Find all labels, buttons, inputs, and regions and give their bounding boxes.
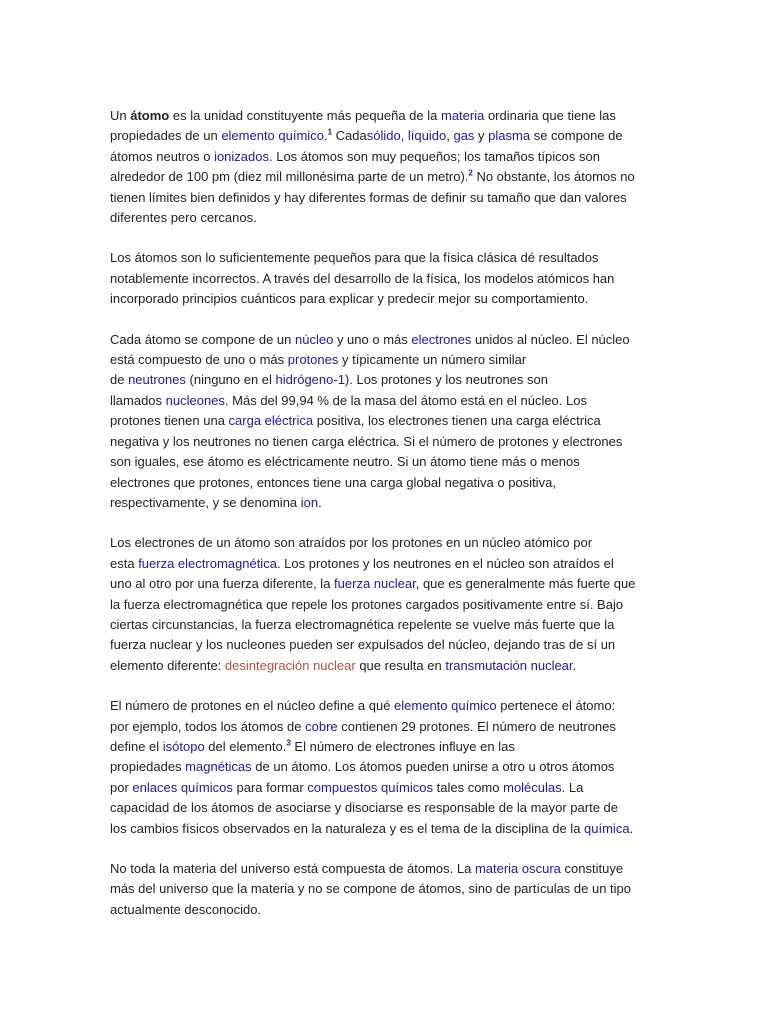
link-ion[interactable]: ion — [300, 494, 319, 510]
footnote-ref[interactable]: 1 — [327, 128, 333, 138]
text: Cada — [332, 128, 367, 144]
text: los cambios físicos observados en la naturaleza y es el tema de la disciplina de la — [110, 820, 585, 836]
link-compuestos-quimicos[interactable]: compuestos químicos — [307, 779, 434, 795]
text-line — [110, 147, 662, 167]
text-line — [110, 757, 662, 777]
text: alrededor de 100 pm (diez mil millonésima parte de un metro). — [110, 169, 469, 185]
text: ordinaria que tiene las — [484, 108, 616, 123]
link-ionizados[interactable]: ionizados — [214, 148, 269, 164]
link-liquido[interactable]: líquido — [407, 128, 447, 144]
text: El número de protones en el núcleo define a qué — [110, 698, 395, 714]
text: , — [400, 128, 408, 144]
text: llamados — [110, 392, 166, 408]
text-line — [110, 126, 662, 146]
text: se compone de — [530, 128, 623, 144]
text: pertenece el átomo: — [496, 698, 616, 714]
text: . Los protones y los neutrones en el núcleo son atraídos el — [276, 555, 614, 571]
text: para formar — [232, 779, 308, 795]
text: de un átomo. Los átomos pueden unirse a otro u otros átomos — [251, 759, 615, 775]
link-materia[interactable]: materia — [440, 108, 485, 123]
text: . Más del 99,94 % de la masa del átomo está en el núcleo. Los — [224, 392, 587, 408]
text: ). Los protones y los neutrones son — [344, 372, 548, 388]
link-magneticas[interactable]: magnéticas — [185, 759, 252, 775]
text-line — [110, 859, 662, 879]
paragraph — [110, 330, 662, 514]
text: respectivamente, y se denomina — [110, 494, 301, 510]
text: El número de electrones influye en las — [290, 738, 515, 754]
paragraph — [110, 533, 662, 676]
text: protones tienen una — [110, 413, 229, 429]
text-line — [110, 411, 662, 431]
text-line — [110, 554, 662, 574]
text-line: negativa y los neutrones no tienen carga eléctrica. Si el número de protones y electrones — [110, 433, 623, 449]
text-line — [110, 737, 662, 757]
text: propiedades de un — [110, 128, 222, 144]
text-line: tienen límites bien definidos y hay diferentes formas de definir su tamaño que dan valores — [110, 189, 627, 205]
text-line: Los electrones de un átomo son atraídos por los protones en un núcleo atómico por — [110, 535, 593, 551]
link-protones[interactable]: protones — [287, 352, 339, 368]
term-bold: átomo — [130, 108, 170, 123]
text-line: la fuerza electromagnética que repele los protones cargados positivamente entre sí. Bajo — [110, 596, 624, 612]
paragraph — [110, 696, 662, 839]
text: constituye — [560, 861, 624, 876]
text: por — [110, 779, 133, 795]
text: y — [474, 128, 489, 144]
link-fuerza-nuclear[interactable]: fuerza nuclear — [334, 576, 416, 592]
text: contienen 29 protones. El número de neutrones — [337, 718, 616, 734]
link-nucleo[interactable]: núcleo — [295, 331, 334, 347]
text-line: son iguales, ese átomo es eléctricamente neutro. Si un átomo tiene más o menos — [110, 454, 580, 470]
text-line — [110, 717, 662, 737]
text-line — [110, 778, 662, 798]
paragraph — [110, 859, 662, 920]
text-line — [110, 696, 662, 716]
text-line: capacidad de los átomos de asociarse y disociarse es responsable de la mayor parte de — [110, 800, 619, 816]
text: , que es generalmente más fuerte que — [415, 576, 636, 592]
text: del elemento. — [204, 738, 287, 754]
link-cobre[interactable]: cobre — [305, 718, 338, 734]
text: No toda la materia del universo está compuesta de átomos. La — [110, 861, 475, 876]
link-solido[interactable]: sólido — [366, 128, 401, 144]
link-neutrones[interactable]: neutrones — [128, 372, 186, 388]
link-electrones[interactable]: electrones — [411, 331, 472, 347]
text-line: Los átomos son lo suficientemente pequeños para que la física clásica dé resultados — [110, 250, 599, 266]
text-line: notablemente incorrectos. A través del desarrollo de la física, los modelos atómicos han — [110, 270, 615, 286]
link-nucleones[interactable]: nucleones — [165, 392, 225, 408]
text-line — [110, 819, 662, 839]
text: , — [446, 128, 454, 144]
text: . — [629, 820, 634, 836]
text-line: más del universo que la materia y no se compone de átomos, sino de partículas de un tipo — [110, 881, 632, 897]
text: Un — [110, 108, 131, 123]
text: propiedades — [110, 759, 186, 775]
text: uno al otro por una fuerza diferente, la — [110, 576, 335, 592]
text-line: actualmente desconocido. — [110, 901, 262, 917]
text-line — [110, 350, 662, 370]
text: . La — [561, 779, 584, 795]
footnote-ref[interactable]: 2 — [468, 168, 473, 178]
text: es la unidad constituyente más pequeña de la — [169, 108, 441, 123]
paragraph — [110, 106, 662, 228]
text: (ninguno en el — [185, 372, 276, 388]
text: positiva, los electrones tienen una carga eléctrica — [313, 413, 601, 429]
link-gas[interactable]: gas — [453, 128, 475, 144]
text-line: ciertas circunstancias, la fuerza electromagnética repelente se vuelve más fuerte que la — [110, 616, 615, 632]
text-line — [110, 574, 662, 594]
text: elemento diferente: — [110, 657, 225, 673]
text: esta — [110, 555, 139, 571]
text: que resulta en — [355, 657, 446, 673]
text: por ejemplo, todos los átomos de — [110, 718, 306, 734]
article-body — [110, 106, 662, 940]
text-line — [110, 330, 662, 350]
link-fuerza-electromagnetica[interactable]: fuerza electromagnética — [138, 555, 277, 571]
link-elemento-quimico[interactable]: elemento químico — [221, 128, 324, 144]
link-moleculas[interactable]: moléculas — [503, 779, 562, 795]
text-line — [110, 370, 662, 390]
text-line: diferentes pero cercanos. — [110, 210, 257, 226]
text: . — [323, 128, 328, 144]
text-line — [110, 391, 662, 411]
text-line — [110, 656, 662, 676]
link-isotopo[interactable]: isótopo — [162, 738, 205, 754]
link-desintegracion-nuclear[interactable]: desintegración nuclear — [224, 657, 356, 673]
text-line: fuerza nuclear y los nucleones pueden ser expulsados del núcleo, dejando tras de sí un — [110, 637, 616, 653]
link-carga-electrica[interactable]: carga eléctrica — [228, 413, 314, 429]
footnote-ref[interactable]: 3 — [286, 738, 291, 748]
link-enlaces-quimicos[interactable]: enlaces químicos — [132, 779, 233, 795]
text: define el — [110, 738, 163, 754]
text: y típicamente un número similar — [338, 352, 527, 368]
text: unidos al núcleo. El núcleo — [471, 331, 630, 347]
text: No obstante, los átomos no — [472, 169, 635, 185]
link-plasma[interactable]: plasma — [488, 128, 531, 144]
text-line — [110, 493, 662, 513]
text: de — [110, 372, 129, 388]
text: está compuesto de uno o más — [110, 352, 288, 368]
text: . — [318, 494, 322, 510]
link-materia-oscura[interactable]: materia oscura — [474, 861, 561, 876]
link-quimica[interactable]: química — [584, 820, 630, 836]
text: y uno o más — [333, 331, 412, 347]
text-line: electrones que protones, entonces tiene una carga global negativa o positiva, — [110, 474, 556, 490]
text: Cada átomo se compone de un — [110, 331, 296, 347]
text-line — [110, 167, 662, 187]
text-line — [110, 106, 662, 126]
link-hidrogeno-1[interactable]: hidrógeno-1 — [275, 372, 345, 388]
link-elemento-quimico[interactable]: elemento químico — [394, 698, 497, 714]
text: tales como — [433, 779, 504, 795]
paragraph — [110, 248, 662, 309]
text: . Los átomos son muy pequeños; los tamaños típicos son — [269, 148, 600, 164]
link-transmutacion-nuclear[interactable]: transmutación nuclear — [445, 657, 573, 673]
text: átomos neutros o — [110, 148, 215, 164]
text-line: incorporado principios cuánticos para explicar y predecir mejor su comportamiento. — [110, 291, 589, 307]
text: . — [572, 657, 577, 673]
